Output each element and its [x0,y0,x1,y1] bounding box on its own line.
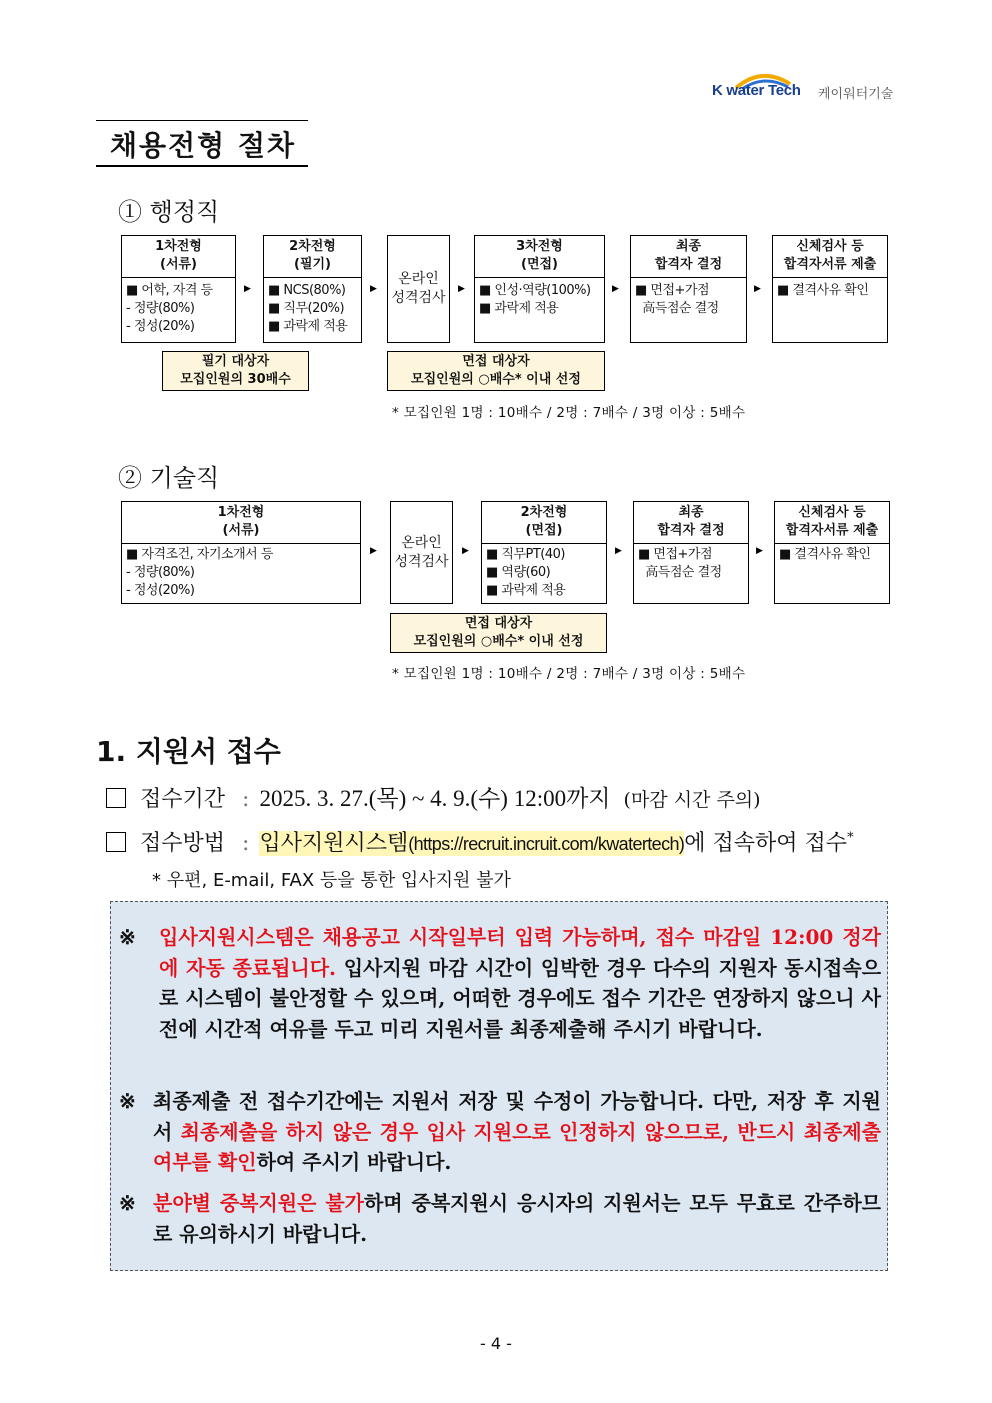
arrow-right-icon: ▶ [462,546,469,556]
period-label: 접수기간 [140,787,226,812]
stage-head-sub: (필기) [294,257,331,272]
notice-box [110,901,888,1271]
stage-head: 신체검사 등 [798,505,866,520]
note-line: 면접 대상자 [464,616,533,631]
method-star: * [847,830,854,846]
tech-footnote: * 모집인원 1명 : 10배수 / 2명 : 7배수 / 3명 이상 : 5배수 [392,666,746,682]
stage-line: ■ 과락제 적용 [268,319,348,334]
stage-head-sub: 합격자 결정 [654,257,723,272]
stage-head-sub: (서류) [160,257,197,272]
stage-head: 1차전형 [155,239,202,254]
checkbox-icon [106,832,126,852]
stage-line: ■ 어학, 자격 등 [126,283,213,298]
note-line: 면접 대상자 [462,354,530,369]
stage-head: 3차전형 [516,239,563,254]
stage-line: ■ 면접+가점 [638,547,713,562]
admin-stage-3 [474,235,605,343]
note-line: 모집인원의 ○배수* 이내 선정 [413,634,584,649]
stage-line: 온라인 [398,271,439,287]
stage-line: - 정량(80%) [126,301,195,316]
stage-line: ■ 과락제 적용 [486,583,566,598]
admin-written-note [162,351,309,391]
period-note: (마감 시간 주의) [623,789,761,811]
company-logo [712,68,912,104]
system-url: (https://recruit.incruit.com/kwatertech) [408,834,685,854]
arrow-right-icon: ▶ [370,284,377,294]
notice-text: 최종제출 전 접수기간에는 지원서 저장 및 수정이 가능합니다. 다만, 저장 후 지원서 [153,1089,881,1144]
stage-head: 1차전형 [217,505,265,520]
notice-paragraph-3 [153,1188,881,1249]
stage-head-sub: (면접) [525,523,563,538]
stage-line: ■ 과락제 적용 [479,301,559,316]
company-name-kr: 케이워터기술 [818,87,894,102]
notice-mark: ※ [119,925,136,949]
stage-line: ■ 결격사유 확인 [779,547,871,562]
stage-line: ■ 자격조건, 자기소개서 등 [126,547,273,562]
notice-text: 하며 중복지원시 응시자의 지원서는 모두 무효로 간주하므로 유의하시기 바랍니다. [153,1191,881,1246]
notice-red-text: 입사지원시스템은 채용공고 시작일부터 입력 가능하며, 접수 마감일 12:00 정각에 자동 종료됩니다. [159,925,881,980]
method-note: * 우편, E-mail, FAX 등을 통한 입사지원 불가 [152,870,511,891]
stage-line: 온라인 [401,534,442,551]
logo-text: K water Tech [712,82,801,99]
note-line: 모집인원의 30배수 [180,372,291,387]
period-value: 2025. 3. 27.(목) ~ 4. 9.(수) 12:00까지 [259,786,611,811]
note-line: 필기 대상자 [201,354,270,369]
stage-head: 신체검사 등 [796,239,864,254]
method-label: 접수방법 [140,831,226,856]
admin-stage-2 [263,235,362,343]
stage-head-sub: (서류) [222,523,260,538]
notice-red-text: 분야별 중복지원은 불가 [153,1191,364,1215]
arrow-right-icon: ▶ [458,284,465,294]
admin-stage-1 [121,235,236,343]
stage-line: 성격검사 [394,553,449,570]
notice-paragraph-1 [159,922,881,1044]
tech-stage-1 [121,501,361,604]
section-title: 채용전형 절차 [110,129,297,162]
stage-line: 高득점순 결정 [638,565,722,580]
tech-stage-final [633,501,749,604]
arrow-right-icon: ▶ [615,546,622,556]
admin-track-title: ① 행정직 [118,198,220,226]
admin-stage-health [772,235,888,343]
notice-text: 입사지원 마감 시간이 임박한 경우 다수의 지원자 동시접속으로 시스템이 불안정할 수 있으며, 어떠한 경우에도 접수 기간은 연장하지 않으니 사전에 시간적 여유를 두고 미리 지원서를 최종제출해 주시기 바랍니다. [159,955,882,1041]
admin-interview-note [387,351,605,391]
apply-heading: 1. 지원서 접수 [96,735,281,768]
stage-head: 최종 [675,239,702,254]
stage-head-sub: 합격자 결정 [657,523,725,538]
stage-line: - 정량(80%) [126,565,195,580]
stage-head: 2차전형 [520,505,568,520]
checkbox-icon [106,788,126,808]
arrow-right-icon: ▶ [612,284,619,294]
stage-line: 高득점순 결정 [635,301,719,316]
stage-head-sub: 합격자서류 제출 [785,523,879,538]
stage-line: - 정성(20%) [126,319,195,334]
tech-track-title: ② 기술직 [118,464,220,492]
apply-system-link[interactable] [259,831,684,856]
stage-head: 2차전형 [289,239,336,254]
page-number: - 4 - [480,1334,512,1353]
notice-red-text: 최종제출을 하지 않은 경우 입사 지원으로 인정하지 않으므로, 반드시 최종제출 여부를 확인 [153,1119,881,1174]
arrow-right-icon: ▶ [244,284,251,294]
notice-mark: ※ [119,1191,136,1215]
note-line: 모집인원의 ○배수* 이내 선정 [411,372,581,387]
notice-mark: ※ [119,1089,136,1113]
tech-interview-note [390,613,607,653]
stage-line: ■ 결격사유 확인 [777,283,869,298]
stage-head-sub: (면접) [521,257,558,272]
system-name: 입사지원시스템 [259,831,409,856]
notice-paragraph-2 [153,1086,881,1178]
stage-line: ■ NCS(80%) [268,283,346,298]
arrow-right-icon: ▶ [754,284,761,294]
stage-line: - 정성(20%) [126,583,195,598]
tech-stage-2 [481,501,607,604]
stage-line: 성격검사 [391,290,446,306]
admin-stage-online-test [387,235,450,343]
stage-line: ■ 인성·역량(100%) [479,283,591,298]
apply-period-row: 접수기간 : 2025. 3. 27.(목) ~ 4. 9.(수) 12:00까지 (마감 시간 주의) [106,780,761,813]
tech-stage-health [774,501,890,604]
notice-text: 하여 주시기 바랍니다. [256,1150,452,1174]
stage-line: ■ 직무(20%) [268,301,345,316]
method-tail: 에 접속하여 접수 [684,831,848,856]
admin-footnote: * 모집인원 1명 : 10배수 / 2명 : 7배수 / 3명 이상 : 5배수 [392,405,746,421]
stage-line: ■ 면접+가점 [635,283,710,298]
stage-head: 최종 [678,505,704,520]
tech-stage-online-test [390,501,453,604]
admin-stage-final [630,235,747,343]
stage-line: ■ 직무PT(40) [486,547,565,562]
arrow-right-icon: ▶ [370,546,377,556]
stage-head-sub: 합격자서류 제출 [783,257,877,272]
stage-line: ■ 역량(60) [486,565,551,580]
arrow-right-icon: ▶ [756,546,763,556]
apply-method-row: 접수방법 : 입사지원시스템(https://recruit.incruit.com/kwatertech)에 접속하여 접수* [106,826,854,857]
